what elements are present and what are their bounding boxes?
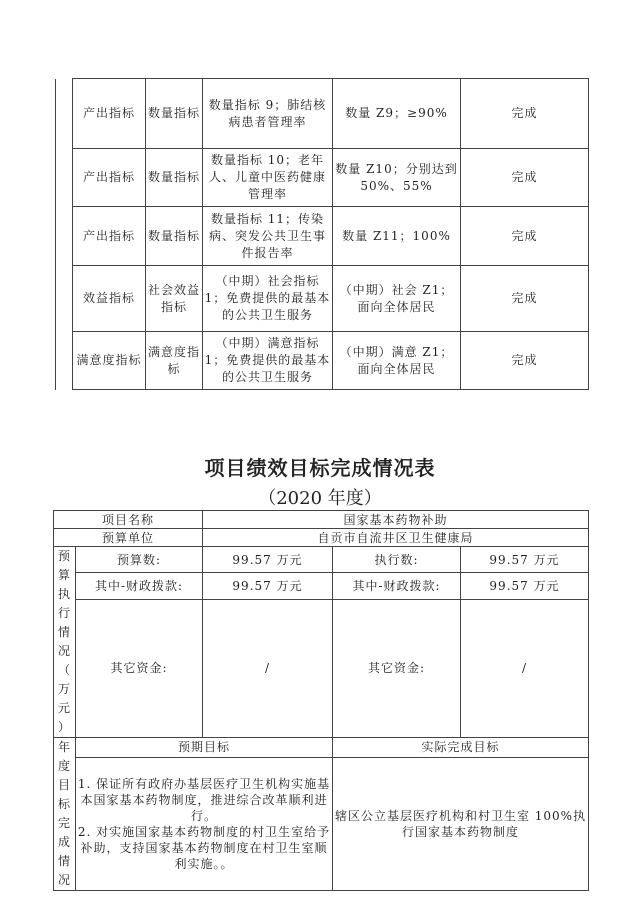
table-row [56,79,589,149]
cell-indicator: （中期）满意指标 1；免费提供的最基本的公共卫生服务 [203,332,333,390]
table-row [56,332,589,390]
expected-goal-2: 2. 对实施国家基本药物制度的村卫生室给予补助，支持国家基本药物制度在村卫生室顺利实施。。 [77,824,331,871]
cell-indicator: （中期）社会指标 1；免费提供的最基本的公共卫生服务 [203,266,333,332]
other-budget: / [203,599,333,737]
cell-category: 效益指标 [73,266,146,332]
fiscal-exec: 99.57 万元 [461,573,589,599]
exec-value: 99.57 万元 [461,547,589,573]
cell-result: 完成 [461,149,589,207]
expected-goal-1: 1. 保证所有政府办基层医疗卫生机构实施基本国家基本药物制度，推进综合改革顺利进行。 [77,776,331,823]
cell-result: 完成 [461,207,589,266]
budget-section-label: 预 算 执 行 情 况 （ 万 元 ） [54,547,76,738]
table-row [56,207,589,266]
cell-target: （中期）社会 Z1；面向全体居民 [333,266,461,332]
project-name-label: 项目名称 [54,511,203,529]
other-exec-label: 其它资金: [333,599,461,737]
cell-target: 数量 Z11；100% [333,207,461,266]
cell-category: 产出指标 [73,207,146,266]
cell-category: 产出指标 [73,79,146,149]
page-subtitle: （2020 年度） [258,488,382,509]
actual-goal: 辖区公立基层医疗机构和村卫生室 100%执行国家基本药物制度 [333,757,589,890]
performance-table [53,510,589,891]
cell-indicator: 数量指标 10；老年人、儿童中医药健康管理率 [203,149,333,207]
cell-category: 满意度指标 [73,332,146,390]
gutter [56,207,73,266]
cell-result: 完成 [461,79,589,149]
project-name: 国家基本药物补助 [203,511,589,529]
unit: 自贡市自流井区卫生健康局 [203,529,589,547]
cell-target: （中期）满意 Z1；面向全体居民 [333,332,461,390]
fiscal-exec-label: 其中-财政拨款: [333,573,461,599]
gutter [56,79,73,149]
page-title: 项目绩效目标完成情况表 [204,456,436,480]
other-label: 其它资金: [76,599,203,737]
expected-label: 预期目标 [76,738,333,758]
table-row [56,149,589,207]
gutter [56,266,73,332]
other-exec: / [461,599,589,737]
unit-label: 预算单位 [54,529,203,547]
fiscal-label: 其中-财政拨款: [76,573,203,599]
goal-section-label: 年 度 目 标 完 成 情 况 [54,738,76,891]
cell-indicator: 数量指标 11；传染病、突发公共卫生事件报告率 [203,207,333,266]
budget-label: 预算数: [76,547,203,573]
exec-label: 执行数: [333,547,461,573]
table-row [56,266,589,332]
cell-sub: 数量指标 [146,207,203,266]
cell-sub: 数量指标 [146,79,203,149]
actual-label: 实际完成目标 [333,738,589,758]
cell-result: 完成 [461,332,589,390]
cell-sub: 社会效益指标 [146,266,203,332]
cell-target: 数量 Z9；≥90% [333,79,461,149]
cell-result: 完成 [461,266,589,332]
gutter [56,332,73,390]
cell-target: 数量 Z10；分别达到 50%、55% [333,149,461,207]
gutter [56,149,73,207]
cell-sub: 数量指标 [146,149,203,207]
fiscal-budget: 99.57 万元 [203,573,333,599]
cell-indicator: 数量指标 9；肺结核病患者管理率 [203,79,333,149]
cell-sub: 满意度指标 [146,332,203,390]
indicator-table [55,78,589,390]
cell-category: 产出指标 [73,149,146,207]
budget-value: 99.57 万元 [203,547,333,573]
